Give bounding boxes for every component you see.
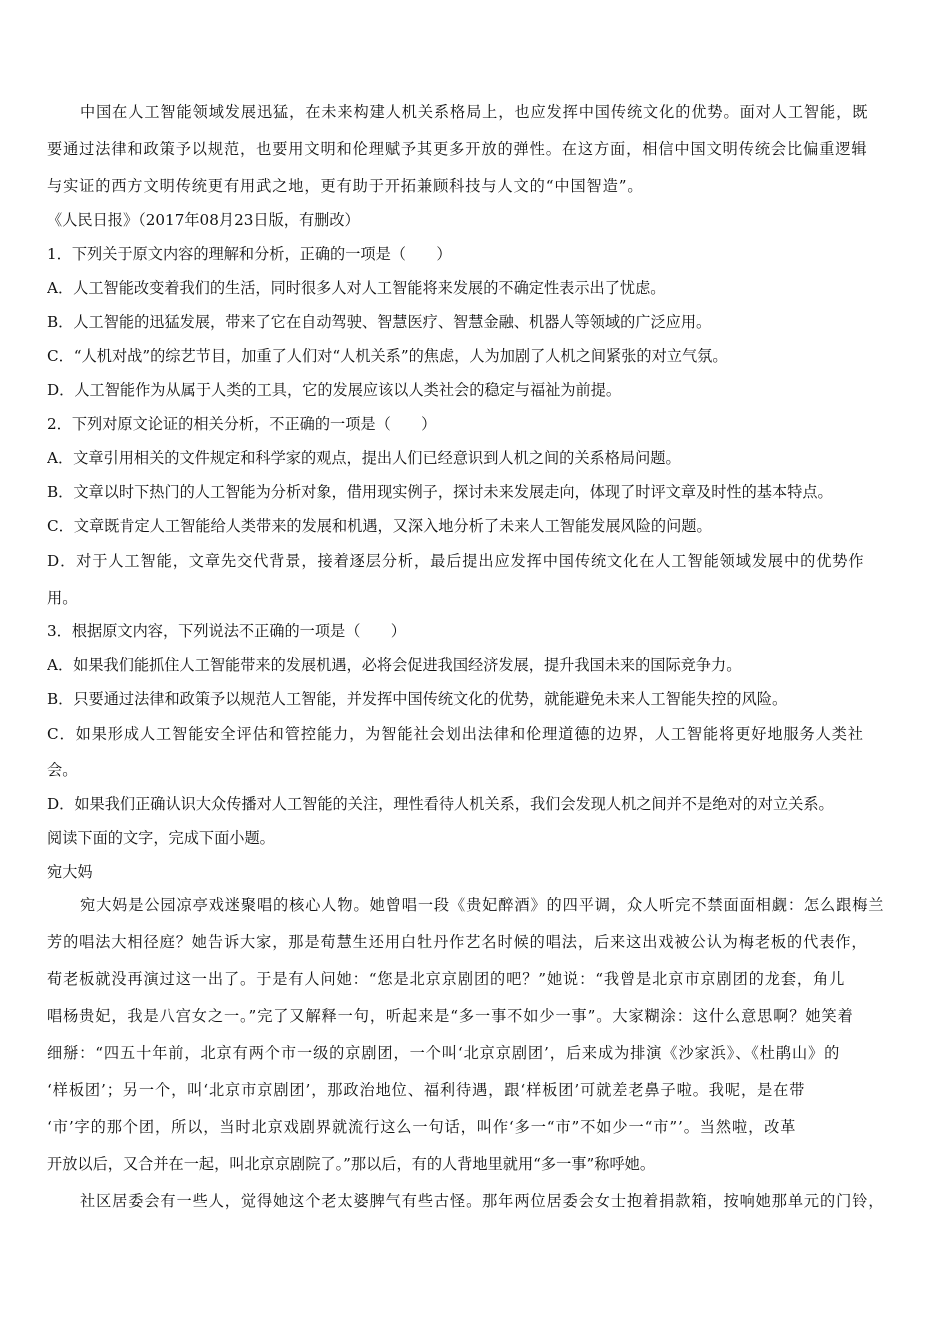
passage1-line: 中国在人工智能领域发展迅猛，在未来构建人机关系格局上，也应发挥中国传统文化的优势。面对人工智能，既 [80,103,869,121]
question-3-option-b: B．只要通过法律和政策予以规范人工智能，并发挥中国传统文化的优势，就能避免未来人工智能失控的风险。 [47,690,788,708]
question-3-option-c-continued: 会。 [47,761,78,779]
question-2-option-a: A．文章引用相关的文件规定和科学家的观点，提出人们已经意识到人机之间的关系格局问题。 [47,449,681,467]
question-3-option-c: C．如果形成人工智能安全评估和管控能力，为智能社会划出法律和伦理道德的边界，人工智能将更好地服务人类社 [47,725,864,743]
question-1-option-c: C．“人机对战”的综艺节目，加重了人们对“人机关系”的焦虑，人为加剧了人机之间紧张的对立气氛。 [47,347,728,365]
question-1-option-d: D．人工智能作为从属于人类的工具，它的发展应该以人类社会的稳定与福祉为前提。 [47,381,622,399]
question-1-option-b: B．人工智能的迅猛发展，带来了它在自动驾驶、智慧医疗、智慧金融、机器人等领域的广泛应用。 [47,313,712,331]
question-2-option-d: D．对于人工智能，文章先交代背景，接着逐层分析，最后提出应发挥中国传统文化在人工智能领域发展中的优势作 [47,552,865,570]
passage1-line: 与实证的西方文明传统更有用武之地，更有助于开拓兼顾科技与人文的“中国智造”。 [47,177,644,195]
question-2-option-b: B．文章以时下热门的人工智能为分析对象，借用现实例子，探讨未来发展走向，体现了时评文章及时性的基本特点。 [47,483,833,501]
story-paragraph-line: ‘样板团’；另一个，叫‘北京市京剧团’，那政治地位、福利待遇，跟‘样板团’可就差老鼻子啦。我呢，是在带 [47,1081,806,1099]
question-3-option-a: A．如果我们能抓住人工智能带来的发展机遇，必将会促进我国经济发展，提升我国未来的国际竞争力。 [47,656,742,674]
question-2-stem: 2．下列对原文论证的相关分析，不正确的一项是（ ） [47,415,437,433]
story-paragraph-line: 开放以后，又合并在一起，叫北京京剧院了。”那以后，有的人背地里就用“多一事”称呼她。 [47,1155,656,1173]
question-1-stem: 1．下列关于原文内容的理解和分析，正确的一项是（ ） [47,245,452,263]
story-paragraph-line: 芳的唱法大相径庭？她告诉大家，那是荀慧生还用白牡丹作艺名时候的唱法，后来这出戏被公认为梅老板的代表作， [47,933,868,951]
question-3-stem: 3．根据原文内容，下列说法不正确的一项是（ ） [47,622,406,640]
passage1-line: 要通过法律和政策予以规范，也要用文明和伦理赋予其更多开放的弹性。在这方面，相信中国文明传统会比偏重逻辑 [47,140,868,158]
story-title: 宛大妈 [47,863,93,881]
question-2-option-d-continued: 用。 [47,589,78,607]
question-3-option-d: D．如果我们正确认识大众传播对人工智能的关注，理性看待人机关系，我们会发现人机之间并不是绝对的对立关系。 [47,795,834,813]
question-1-option-a: A．人工智能改变着我们的生活，同时很多人对人工智能将来发展的不确定性表示出了忧虑。 [47,279,666,297]
story-paragraph-line: 唱杨贵妃，我是八宫女之一。”完了又解释一句，听起来是“多一事不如少一事”。大家糊涂：这什么意思啊？她笑着 [47,1007,854,1025]
story-paragraph-line: 社区居委会有一些人，觉得她这个老太婆脾气有些古怪。那年两位居委会女士抱着捐款箱，按响她那单元的门铃， [80,1192,885,1210]
story-paragraph-line: ‘市’字的那个团，所以，当时北京戏剧界就流行这么一句话，叫作‘多一“市”不如少一“市”’。当然啦，改革 [47,1118,797,1136]
source-citation: 《人民日报》（2017年08月23日版，有删改） [47,211,360,229]
question-2-option-c: C．文章既肯定人工智能给人类带来的发展和机遇，又深入地分析了未来人工智能发展风险的问题。 [47,517,712,535]
story-paragraph-line: 细掰：“四五十年前，北京有两个市一级的京剧团，一个叫‘北京京剧团’，后来成为排演《沙家浜》、《杜鹃山》的 [47,1044,841,1062]
story-paragraph-line: 荀老板就没再演过这一出了。于是有人问她：“您是北京京剧团的吧？”她说：“我曾是北京市京剧团的龙套，角儿 [47,970,846,988]
story-paragraph-line: 宛大妈是公园凉亭戏迷聚唱的核心人物。她曾唱一段《贵妃醉酒》的四平调，众人听完不禁面面相觑：怎么跟梅兰 [80,896,885,914]
reading-instruction: 阅读下面的文字，完成下面小题。 [47,829,275,847]
